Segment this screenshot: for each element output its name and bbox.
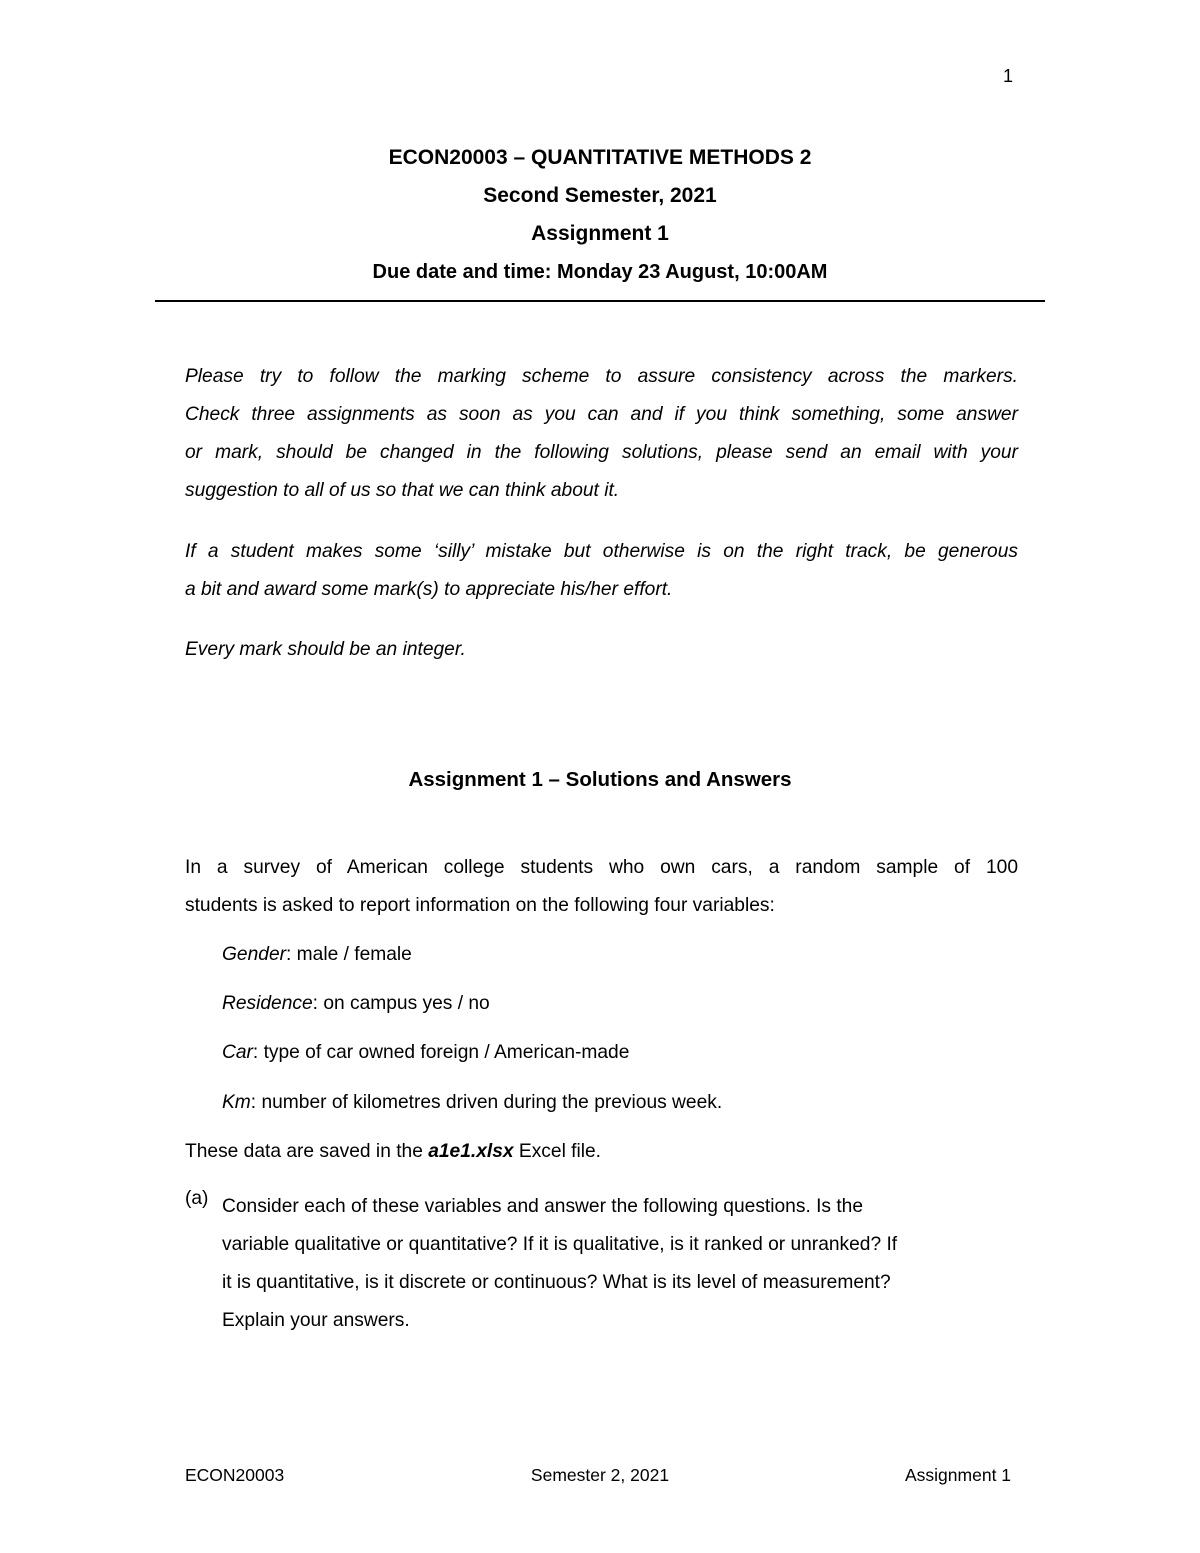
question-line: Explain your answers. — [222, 1310, 410, 1331]
variable-desc: : male / female — [286, 944, 412, 965]
due-value: Monday 23 August, 10:00AM — [557, 261, 828, 283]
instruction-line: a bit and award some mark(s) to appreciate his/her effort. — [185, 579, 673, 600]
instruction-line: If a student makes some ‘silly’ mistake but otherwise is on the right track, be generous — [185, 541, 1018, 562]
variable-desc: : number of kilometres driven during the previous week. — [250, 1092, 723, 1113]
intro-line: students is asked to report information on the following four variables: — [185, 895, 775, 916]
variable-desc: : type of car owned foreign / American-made — [252, 1042, 630, 1063]
instruction-line: suggestion to all of us so that we can think about it. — [185, 480, 620, 501]
data-note-before: These data are saved in the — [185, 1141, 429, 1162]
header-divider — [155, 300, 1045, 302]
assignment-title: Assignment 1 — [531, 222, 669, 245]
data-note-after: Excel file. — [513, 1141, 602, 1162]
question-line: variable qualitative or quantitative? If it is qualitative, is it ranked or unranked? If — [222, 1234, 898, 1255]
data-note — [185, 1141, 601, 1163]
intro-paragraph — [185, 849, 1018, 925]
footer-course: ECON20003 — [185, 1465, 285, 1485]
instructions-paragraph-3: Every mark should be an integer. — [185, 639, 466, 660]
due-label: Due date and time: — [372, 261, 558, 283]
solutions-heading: Assignment 1 – Solutions and Answers — [408, 768, 792, 791]
question-a-text — [222, 1188, 1012, 1340]
instructions-paragraph-2 — [185, 533, 1018, 609]
variable-gender — [222, 944, 412, 966]
variable-residence — [222, 993, 490, 1015]
semester-line: Second Semester, 2021 — [483, 184, 717, 207]
page-number: 1 — [1003, 66, 1014, 86]
instruction-line: Please try to follow the marking scheme to assure consistency across the markers. — [185, 366, 1018, 387]
variable-name: Residence — [222, 993, 313, 1014]
instruction-line: Check three assignments as soon as you can and if you think something, some answer — [185, 404, 1018, 425]
variable-desc: : on campus yes / no — [312, 993, 490, 1014]
variable-name: Km — [222, 1092, 251, 1113]
variable-name: Car — [222, 1042, 253, 1063]
variable-km — [222, 1092, 722, 1114]
variable-name: Gender — [222, 944, 286, 965]
due-date-line — [0, 261, 1200, 284]
question-line: it is quantitative, is it discrete or continuous? What is its level of measurement? — [222, 1272, 891, 1293]
question-a-label: (a) — [185, 1188, 209, 1209]
instructions-paragraph-1 — [185, 358, 1018, 510]
footer-assignment: Assignment 1 — [905, 1465, 1012, 1485]
question-line: Consider each of these variables and answer the following questions. Is the — [222, 1196, 864, 1217]
course-title: ECON20003 – QUANTITATIVE METHODS 2 — [388, 146, 812, 169]
instruction-line: or mark, should be changed in the following solutions, please send an email with your — [185, 442, 1018, 463]
data-file-name: a1e1.xlsx — [428, 1141, 514, 1162]
intro-line: In a survey of American college students who own cars, a random sample of 100 — [185, 857, 1018, 878]
footer-semester: Semester 2, 2021 — [530, 1465, 670, 1485]
variable-car — [222, 1042, 629, 1064]
